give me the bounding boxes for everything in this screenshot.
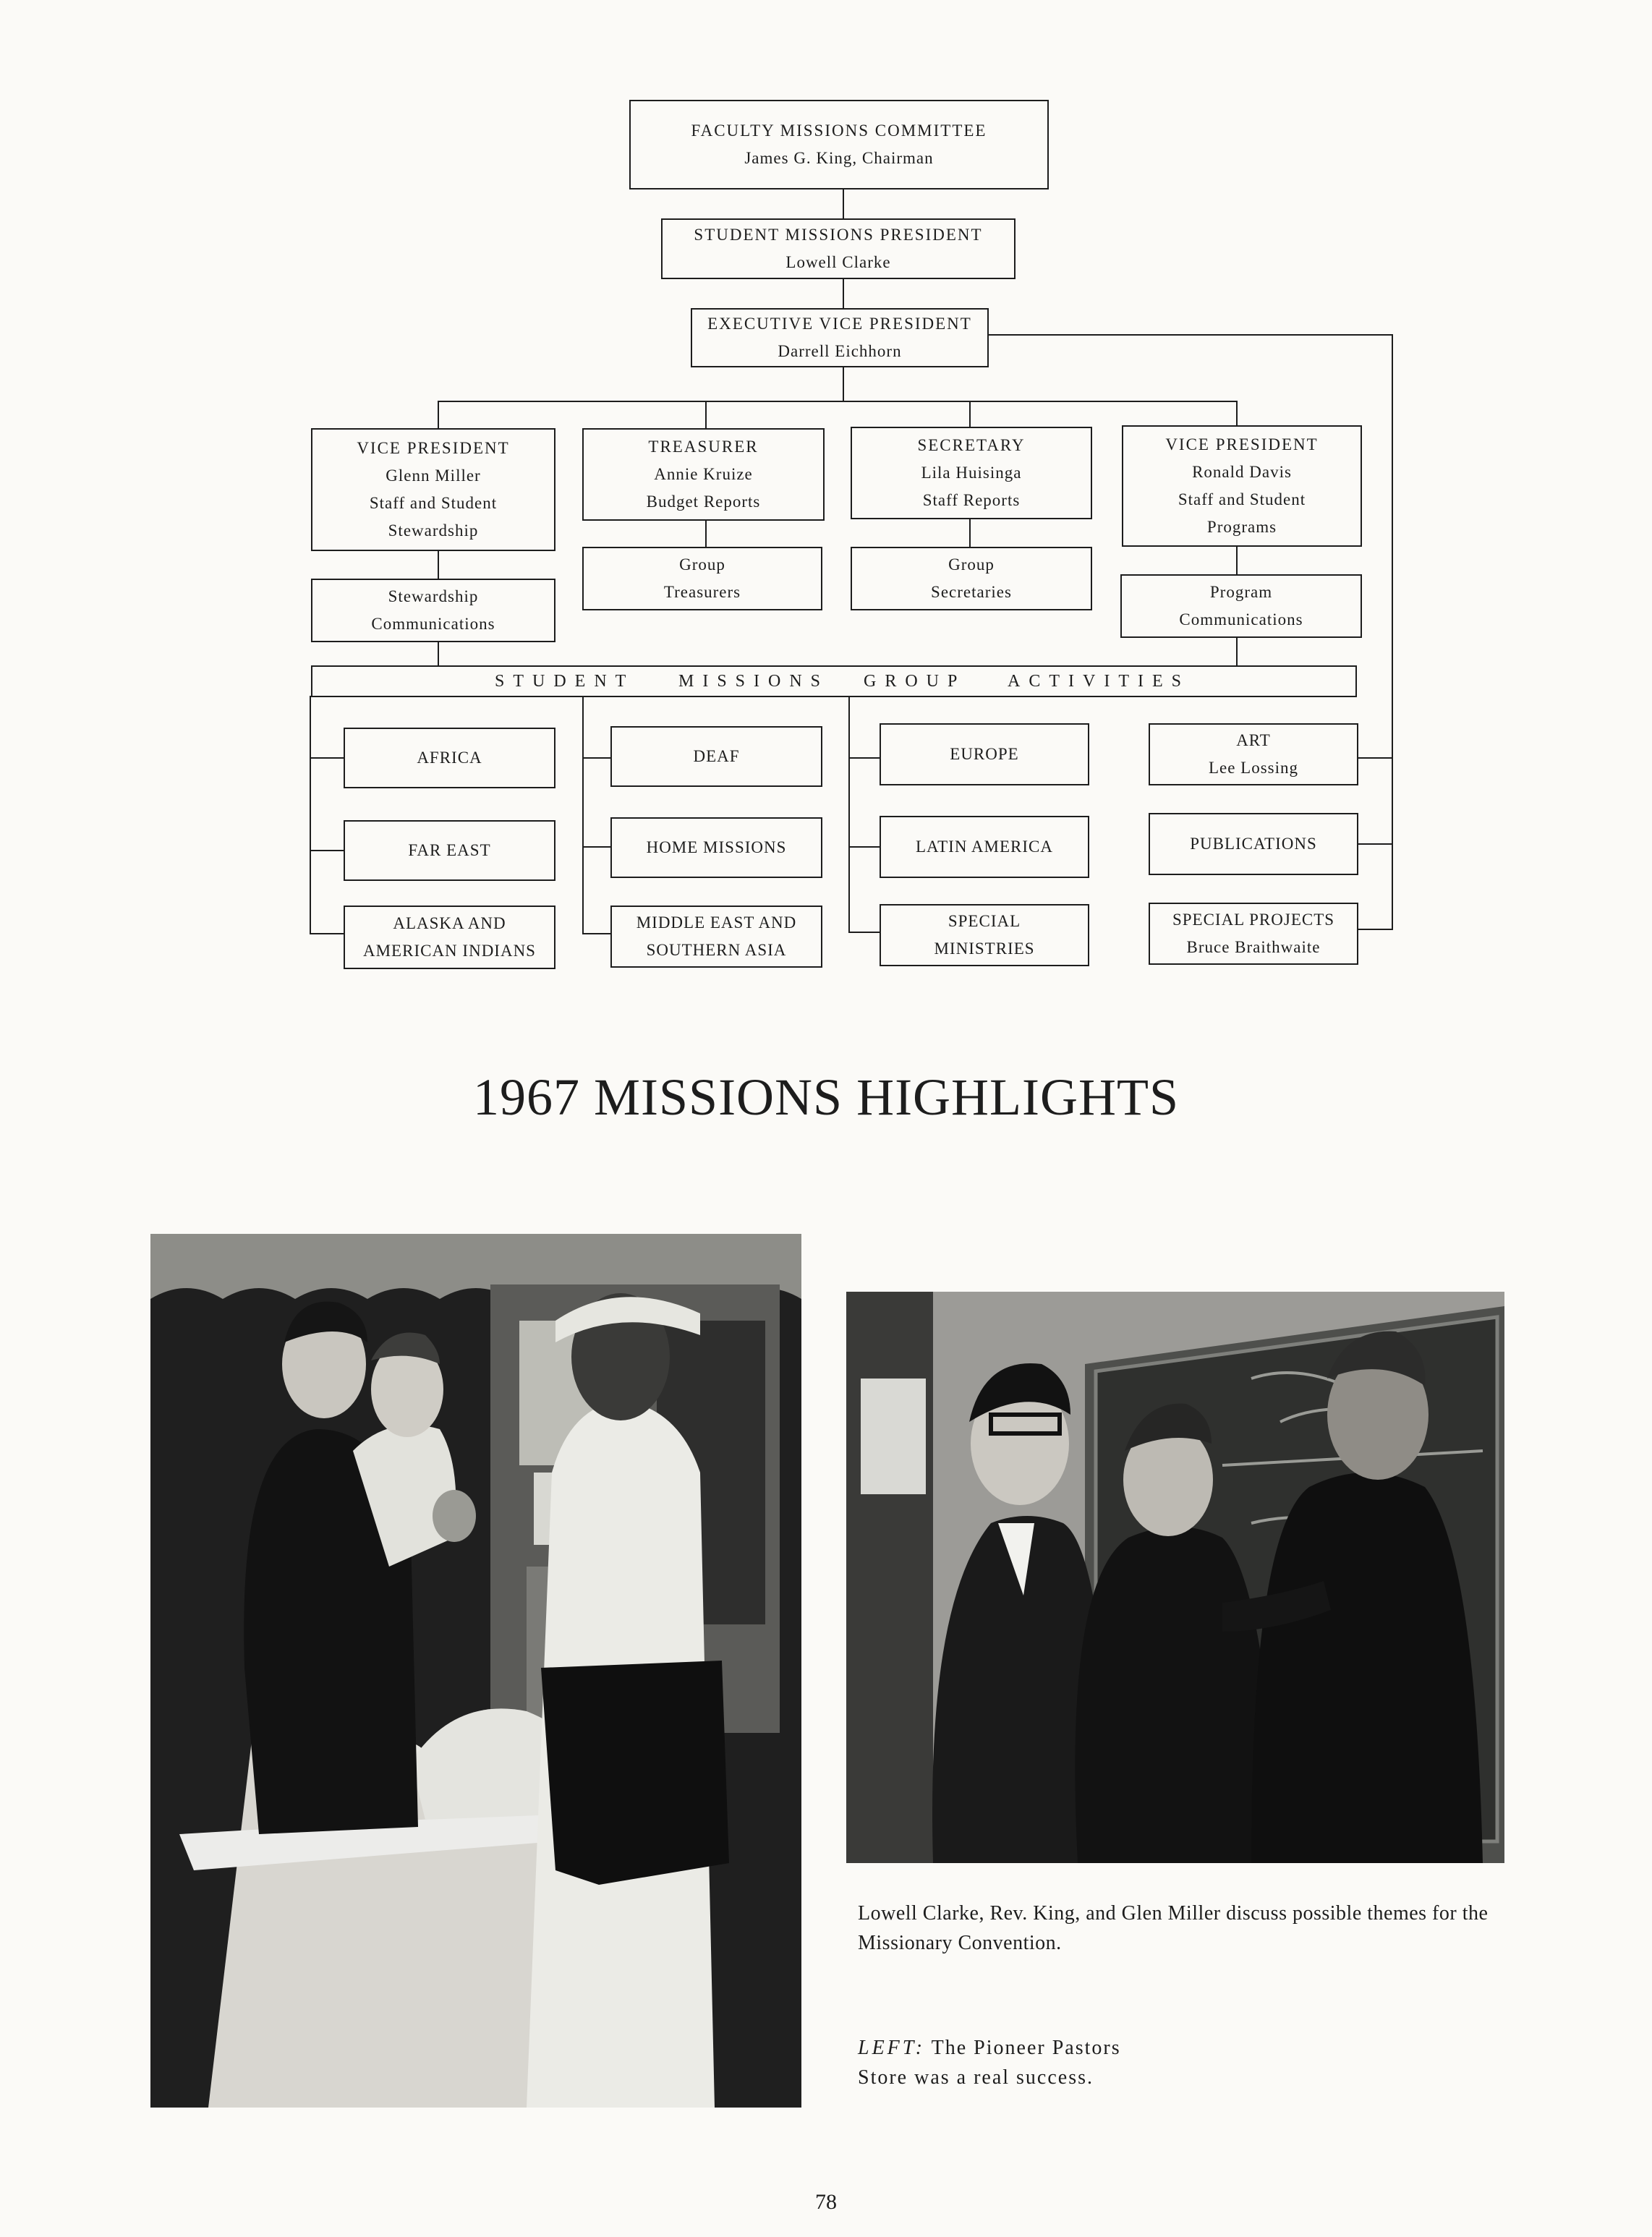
connector-line — [1236, 545, 1238, 576]
group-name: AFRICA — [417, 749, 482, 767]
box-line: Ronald Davis — [1192, 463, 1292, 482]
group-name-line2: SOUTHERN ASIA — [646, 941, 787, 959]
box-name: Darrell Eichhorn — [778, 342, 902, 360]
activities-bar — [311, 665, 1357, 697]
group-name: FAR EAST — [408, 841, 491, 860]
photo-blackboard-meeting-image — [846, 1292, 1504, 1863]
connector-line — [848, 696, 850, 933]
sub-box-program-communications — [1120, 574, 1362, 638]
group-name-line2: Lee Lossing — [1208, 759, 1299, 777]
officer-box-vp-programs — [1122, 425, 1362, 547]
group-name: SPECIAL PROJECTS — [1172, 911, 1335, 929]
box-line: Communications — [1179, 610, 1303, 629]
group-box-deaf — [610, 726, 822, 787]
connector-line — [1356, 929, 1393, 930]
connector-line — [1392, 334, 1393, 929]
box-line: Budget Reports — [646, 492, 761, 511]
group-box-latin-america — [880, 816, 1089, 878]
connector-line — [438, 401, 439, 430]
group-name: MIDDLE EAST AND — [636, 913, 797, 932]
connector-line — [1356, 843, 1393, 845]
connector-line — [1236, 401, 1238, 427]
group-name: PUBLICATIONS — [1190, 835, 1317, 853]
box-line: Programs — [1206, 517, 1277, 536]
connector-line — [582, 846, 611, 848]
group-name-line2: AMERICAN INDIANS — [363, 942, 536, 960]
group-box-middle-east — [610, 906, 822, 968]
caption-pioneer-store — [858, 2034, 1154, 2092]
connector-line — [987, 334, 1393, 336]
box-line: Staff and Student — [369, 494, 498, 512]
box-line: Stewardship — [388, 587, 479, 606]
group-name: HOME MISSIONS — [646, 838, 787, 857]
box-title: SECRETARY — [917, 436, 1026, 455]
box-line: Glenn Miller — [386, 466, 481, 485]
box-title: STUDENT MISSIONS PRESIDENT — [694, 226, 983, 244]
group-box-art — [1149, 723, 1358, 785]
caption-text: The Pioneer Pastors Store was a real success. — [858, 2037, 1121, 2089]
connector-line — [310, 696, 311, 934]
student-president-box — [661, 218, 1016, 279]
group-name-line2: MINISTRIES — [934, 939, 1035, 958]
group-name: ART — [1236, 731, 1271, 750]
group-name: LATIN AMERICA — [916, 838, 1053, 856]
box-title: FACULTY MISSIONS COMMITTEE — [691, 122, 987, 140]
box-line: Program — [1209, 583, 1273, 602]
box-line: Lila Huisinga — [921, 464, 1022, 482]
group-box-alaska — [344, 906, 555, 969]
executive-vp-box — [691, 308, 989, 367]
box-line: Treasurers — [663, 583, 741, 601]
officer-box-treasurer — [582, 428, 825, 521]
box-line: Staff and Student — [1178, 490, 1306, 508]
group-box-europe — [880, 723, 1089, 785]
box-line: Communications — [371, 615, 495, 633]
box-line: Annie Kruize — [654, 465, 753, 484]
connector-line — [438, 550, 439, 580]
connector-line — [438, 401, 1238, 402]
photo-blackboard-meeting — [846, 1292, 1504, 1863]
group-box-far-east — [344, 820, 555, 881]
connector-line — [582, 757, 611, 759]
box-title: EXECUTIVE VICE PRESIDENT — [707, 315, 972, 333]
connector-line — [843, 278, 844, 310]
officer-box-vp-stewardship — [311, 428, 555, 551]
caption-blackboard: Lowell Clarke, Rev. King, and Glen Miller discuss possible themes for the Missionary Convention. — [858, 1902, 1489, 1954]
connector-line — [969, 401, 971, 430]
group-name-line2: Bruce Braithwaite — [1186, 938, 1321, 956]
group-box-africa — [344, 728, 555, 788]
caption-label: LEFT: — [858, 2037, 926, 2059]
page-title: 1967 MISSIONS HIGHLIGHTS — [472, 1068, 1180, 1126]
officer-box-secretary — [851, 427, 1092, 519]
group-name: ALASKA AND — [393, 914, 506, 933]
bar-word: STUDENT — [495, 671, 635, 691]
box-name: James G. King, Chairman — [744, 149, 934, 167]
connector-line — [848, 757, 880, 759]
group-box-special-projects — [1149, 903, 1358, 965]
sub-box-group-secretaries — [851, 547, 1092, 610]
sub-box-stewardship — [311, 579, 555, 642]
box-title: TREASURER — [648, 438, 759, 456]
box-line: Staff Reports — [922, 490, 1021, 509]
connector-line — [843, 366, 844, 402]
page-number: 78 — [815, 2190, 837, 2214]
bar-word: ACTIVITIES — [1008, 671, 1190, 691]
connector-line — [843, 189, 844, 220]
connector-line — [310, 933, 344, 934]
photo-pioneer-store-image — [150, 1234, 801, 2108]
connector-line — [705, 519, 707, 548]
connector-line — [848, 932, 880, 933]
box-line: Group — [948, 555, 995, 574]
box-line: Stewardship — [388, 521, 479, 540]
box-name: Lowell Clarke — [785, 253, 891, 271]
connector-line — [848, 846, 880, 848]
connector-line — [438, 641, 439, 667]
box-line: Secretaries — [931, 583, 1012, 601]
connector-line — [582, 933, 611, 934]
group-box-home-missions — [610, 817, 822, 878]
connector-line — [310, 850, 344, 851]
bar-word: MISSIONS — [678, 671, 830, 691]
faculty-committee-box — [629, 100, 1049, 189]
photo-pioneer-store — [150, 1234, 801, 2108]
group-name: EUROPE — [950, 745, 1019, 764]
group-box-special-ministries — [880, 904, 1089, 966]
group-name: SPECIAL — [948, 912, 1021, 931]
box-title: VICE PRESIDENT — [357, 439, 510, 458]
group-name: DEAF — [693, 747, 740, 766]
connector-line — [1356, 757, 1393, 759]
connector-line — [582, 696, 584, 934]
bar-word: GROUP — [864, 671, 966, 691]
box-title: VICE PRESIDENT — [1165, 435, 1319, 454]
box-line: Group — [679, 555, 725, 574]
connector-line — [705, 401, 707, 430]
connector-line — [1236, 636, 1238, 667]
connector-line — [969, 518, 971, 548]
group-box-publications — [1149, 813, 1358, 875]
sub-box-group-treasurers — [582, 547, 822, 610]
connector-line — [310, 757, 344, 759]
